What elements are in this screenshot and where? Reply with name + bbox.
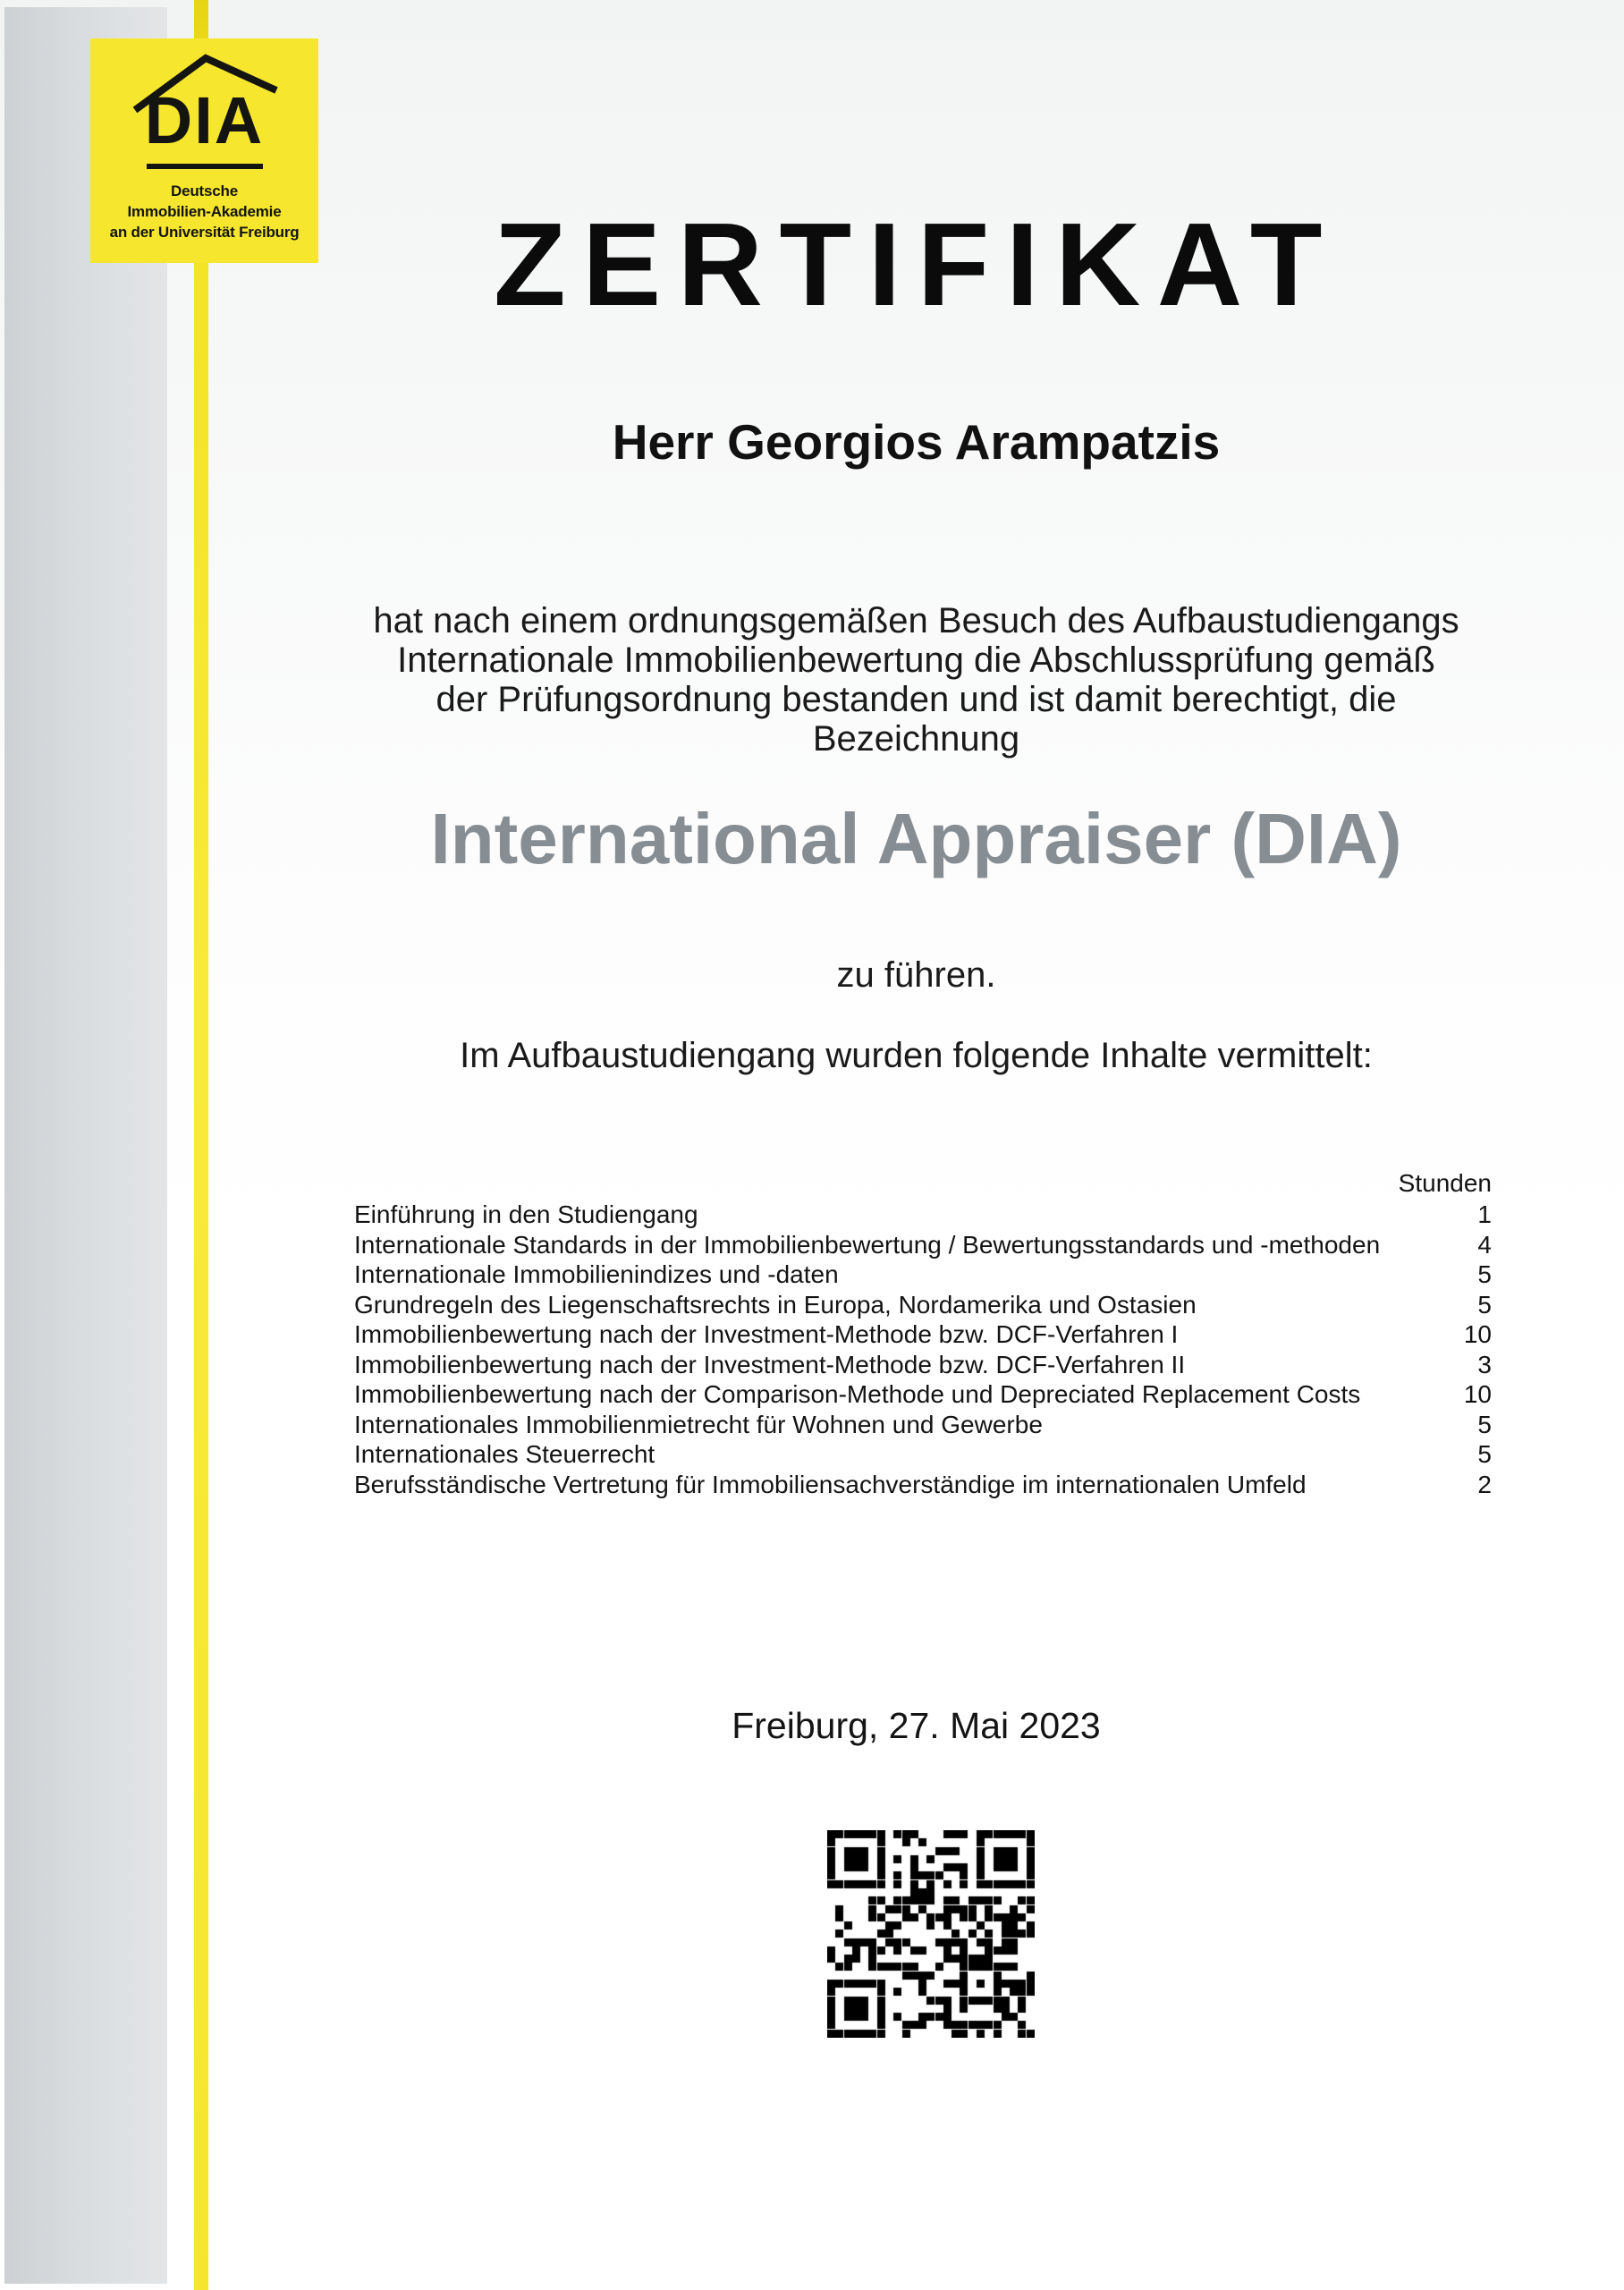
- intro-paragraph: [208, 601, 1624, 759]
- left-gradient-bar: [4, 7, 167, 2284]
- hours-cell: 5: [1477, 1260, 1492, 1288]
- table-row: [354, 1439, 1492, 1470]
- qr-code: [827, 1830, 1035, 2038]
- subject-cell: Immobilienbewertung nach der Investment-Methode bzw. DCF-Verfahren II: [354, 1350, 1186, 1378]
- table-row: [354, 1260, 1492, 1290]
- yellow-stripe: [194, 0, 208, 2290]
- designation-suffix: zu führen.: [836, 955, 996, 995]
- curriculum-table: [354, 1168, 1492, 1499]
- logo-acronym: DIA: [144, 83, 265, 157]
- subject-cell: Internationale Standards in der Immobilienbewertung / Bewertungsstandards und -methoden: [354, 1230, 1381, 1259]
- hours-cell: 5: [1477, 1290, 1492, 1319]
- table-row: [354, 1470, 1492, 1500]
- curriculum-rows: [354, 1200, 1492, 1499]
- recipient-name: Herr Georgios Arampatzis: [612, 414, 1221, 470]
- designation-title: International Appraiser (DIA): [430, 799, 1402, 878]
- hours-cell: 1: [1477, 1200, 1492, 1228]
- logo-org-line1: Deutsche: [171, 182, 238, 199]
- subject-cell: Berufsständische Vertretung für Immobiliensachverständige im internationalen Umfeld: [354, 1470, 1307, 1498]
- subject-cell: Immobilienbewertung nach der Investment-Methode bzw. DCF-Verfahren I: [354, 1320, 1179, 1348]
- table-row: [354, 1410, 1492, 1440]
- logo-org-line2: Immobilien-Akademie: [127, 203, 282, 220]
- contents-heading: Im Aufbaustudiengang wurden folgende Inhalte vermittelt:: [460, 1036, 1373, 1075]
- intro-line: Bezeichnung: [812, 719, 1020, 759]
- subject-cell: Einführung in den Studiengang: [354, 1200, 698, 1228]
- hours-cell: 2: [1477, 1470, 1492, 1498]
- table-row: [354, 1200, 1492, 1230]
- table-row: [354, 1290, 1492, 1320]
- subject-cell: Internationale Immobilienindizes und -daten: [354, 1260, 839, 1288]
- intro-line: hat nach einem ordnungsgemäßen Besuch des Aufbaustudiengangs: [373, 601, 1459, 640]
- subject-cell: Internationales Immobilienmietrecht für Wohnen und Gewerbe: [354, 1410, 1043, 1438]
- subject-cell: Grundregeln des Liegenschaftsrechts in Europa, Nordamerika und Ostasien: [354, 1290, 1197, 1319]
- table-row: [354, 1230, 1492, 1260]
- subject-cell: Immobilienbewertung nach der Comparison-Methode und Depreciated Replacement Costs: [354, 1380, 1361, 1408]
- intro-line: der Prüfungsordnung bestanden und ist damit berechtigt, die: [436, 680, 1397, 719]
- hours-cell: 3: [1477, 1350, 1492, 1378]
- hours-cell: 10: [1463, 1380, 1492, 1408]
- logo-org-line3: an der Universität Freiburg: [109, 224, 300, 241]
- hours-cell: 5: [1477, 1440, 1492, 1468]
- subject-cell: Internationales Steuerrecht: [354, 1440, 656, 1468]
- table-row: [354, 1350, 1492, 1380]
- table-row: [354, 1319, 1492, 1350]
- certificate-title: ZERTIFIKAT: [494, 199, 1339, 330]
- hours-column-header: Stunden: [1398, 1169, 1492, 1197]
- hours-cell: 10: [1463, 1320, 1492, 1348]
- hours-cell: 4: [1477, 1230, 1492, 1259]
- place-date: Freiburg, 27. Mai 2023: [732, 1705, 1101, 1746]
- hours-cell: 5: [1477, 1410, 1492, 1438]
- intro-line: Internationale Immobilienbewertung die Abschlussprüfung gemäß: [397, 640, 1435, 680]
- table-row: [354, 1379, 1492, 1410]
